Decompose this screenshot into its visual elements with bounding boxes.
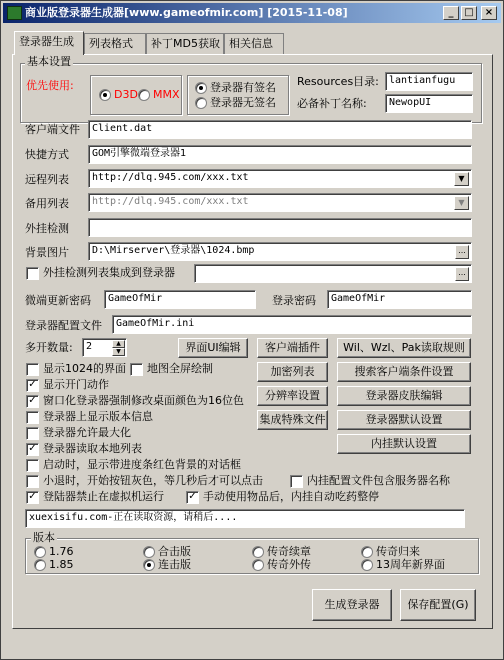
client-file-label: 客户端文件 <box>25 123 80 136</box>
mmx-label: MMX <box>153 88 180 101</box>
mmx-radio[interactable] <box>138 89 150 101</box>
backup-list-value: http://dlq.945.com/xxx.txt <box>92 196 249 207</box>
multi-open-label: 多开数量: <box>25 341 73 354</box>
opt-auto-potion-label: 手动使用物品后，内挂自动吃药整停 <box>203 490 379 503</box>
resolution-button[interactable]: 分辨率设置 <box>257 386 328 406</box>
opt-inner-cfg-checkbox[interactable] <box>290 475 303 488</box>
version-combo-radio[interactable] <box>143 546 155 558</box>
title-bar[interactable] <box>3 3 501 23</box>
micro-update-pwd-input[interactable]: GameOfMir <box>104 290 256 309</box>
multi-open-value: 2 <box>86 341 93 352</box>
minimize-button[interactable]: _ <box>443 6 459 20</box>
wil-rules-button[interactable]: Wil、Wzl、Pak读取规则 <box>337 338 471 358</box>
status-text-field: xuexisifu.com-正在读取资源，请稍后.... <box>25 509 465 528</box>
client-file-input[interactable]: Client.dat <box>88 120 472 139</box>
priority-label: 优先使用: <box>26 79 74 92</box>
version-sequel-label: 传奇续章 <box>267 545 311 558</box>
multi-open-spin-icon[interactable]: ▲ ▼ <box>112 340 125 355</box>
opt-startup-checkbox[interactable] <box>26 459 39 472</box>
app-icon <box>7 6 22 20</box>
opt-version-checkbox[interactable] <box>26 411 39 424</box>
opt-1024-label: 显示1024的界面 <box>43 362 126 375</box>
version-13th-label: 13周年新界面 <box>376 558 445 571</box>
version-gaiden-radio[interactable] <box>252 559 264 571</box>
bg-image-label: 背景图片 <box>25 246 69 259</box>
tab-generator[interactable]: 登录器生成 <box>14 31 84 55</box>
version-13th-radio[interactable] <box>361 559 373 571</box>
version-sequel-radio[interactable] <box>252 546 264 558</box>
bg-image-input[interactable] <box>88 242 472 261</box>
opt-1024-checkbox[interactable] <box>26 363 39 376</box>
d3d-label: D3D <box>114 88 138 101</box>
client-plugin-button[interactable]: 客户端插件 <box>257 338 328 358</box>
micro-update-pwd-label: 微端更新密码 <box>25 294 91 307</box>
version-176-radio[interactable] <box>34 546 46 558</box>
opt-map-label: 地图全屏绘制 <box>147 362 213 375</box>
resources-dir-input[interactable]: lantianfugu <box>385 72 473 91</box>
plugin-integrate-browse-button[interactable]: ... <box>455 267 469 281</box>
tab-patch-md5[interactable]: 补丁MD5获取 <box>146 33 224 54</box>
opt-door-label: 显示开门动作 <box>43 378 109 391</box>
d3d-radio[interactable] <box>99 89 111 101</box>
backup-list-dropdown-icon[interactable]: ▼ <box>454 196 469 210</box>
patch-name-label: 必备补丁名称: <box>297 97 367 110</box>
config-file-input[interactable]: GameOfMir.ini <box>112 315 472 334</box>
shortcut-input[interactable]: GOM引擎微端登录器1 <box>88 145 472 164</box>
opt-inner-cfg-label: 内挂配置文件包含服务器名称 <box>307 474 450 487</box>
backup-list-combo[interactable] <box>88 193 472 212</box>
plugin-integrate-checkbox[interactable] <box>26 267 39 280</box>
resources-dir-label: Resources目录: <box>297 75 379 88</box>
remote-list-dropdown-icon[interactable]: ▼ <box>454 172 469 186</box>
opt-auto-potion-checkbox[interactable]: ✓ <box>186 491 199 504</box>
version-combo-label: 合击版 <box>158 545 191 558</box>
shortcut-label: 快捷方式 <box>25 148 69 161</box>
opt-vm-label: 登陆器禁止在虚拟机运行 <box>43 490 164 503</box>
opt-map-checkbox[interactable] <box>130 363 143 376</box>
login-pwd-label: 登录密码 <box>272 294 316 307</box>
version-185-label: 1.85 <box>49 558 74 571</box>
version-chain-radio[interactable] <box>143 559 155 571</box>
tab-related-info[interactable]: 相关信息 <box>224 33 284 54</box>
ui-edit-button[interactable]: 界面UI编辑 <box>178 338 248 358</box>
opt-logout-checkbox[interactable] <box>26 475 39 488</box>
version-group-label: 版本 <box>33 531 55 544</box>
search-client-button[interactable]: 搜索客户端条件设置 <box>337 362 471 382</box>
version-185-radio[interactable] <box>34 559 46 571</box>
bg-image-browse-button[interactable]: ... <box>455 245 469 259</box>
close-button[interactable]: × <box>481 6 497 20</box>
opt-maximize-checkbox[interactable] <box>26 427 39 440</box>
multi-open-stepper[interactable] <box>82 338 127 357</box>
opt-local-label: 登录器读取本地列表 <box>43 442 142 455</box>
generate-button[interactable]: 生成登录器 <box>312 589 392 621</box>
version-return-radio[interactable] <box>361 546 373 558</box>
builtin-default-button[interactable]: 内挂默认设置 <box>337 434 471 454</box>
bg-image-value: D:\Mirserver\登录器\1024.bmp <box>92 245 255 256</box>
version-chain-label: 连击版 <box>158 558 191 571</box>
plugin-detect-label: 外挂检测 <box>25 222 69 235</box>
basic-settings-label: 基本设置 <box>27 55 71 68</box>
patch-name-input[interactable]: NewopUI <box>385 94 473 113</box>
integrate-files-button[interactable]: 集成特殊文件 <box>257 410 328 430</box>
unsigned-radio[interactable] <box>195 97 207 109</box>
opt-maximize-label: 登录器允许最大化 <box>43 426 131 439</box>
opt-16bit-label: 窗口化登录器强制修改桌面颜色为16位色 <box>43 394 244 407</box>
plugin-integrate-label: 外挂检测列表集成到登录器 <box>43 266 175 279</box>
signed-label: 登录器有签名 <box>210 81 276 94</box>
version-gaiden-label: 传奇外传 <box>267 558 311 571</box>
opt-16bit-checkbox[interactable]: ✓ <box>26 395 39 408</box>
plugin-detect-input[interactable] <box>88 218 472 237</box>
opt-version-label: 登录器上显示版本信息 <box>43 410 153 423</box>
remote-list-label: 远程列表 <box>25 173 69 186</box>
tab-list-format[interactable]: 列表格式 <box>84 33 146 54</box>
opt-door-checkbox[interactable]: ✓ <box>26 379 39 392</box>
signed-radio[interactable] <box>195 82 207 94</box>
unsigned-label: 登录器无签名 <box>210 96 276 109</box>
backup-list-label: 备用列表 <box>25 197 69 210</box>
opt-local-checkbox[interactable]: ✓ <box>26 443 39 456</box>
maximize-button[interactable]: □ <box>461 6 477 20</box>
remote-list-combo[interactable] <box>88 169 472 188</box>
opt-vm-checkbox[interactable]: ✓ <box>26 491 39 504</box>
version-176-label: 1.76 <box>49 545 74 558</box>
opt-logout-label: 小退时，开始按钮灰色，等几秒后才可以点击 <box>43 474 263 487</box>
save-config-button[interactable]: 保存配置(G) <box>400 589 476 621</box>
encrypt-list-button[interactable]: 加密列表 <box>257 362 328 382</box>
skin-edit-button[interactable]: 登录器皮肤编辑 <box>337 386 471 406</box>
opt-startup-label: 启动时，显示带进度条红色背景的对话框 <box>43 458 241 471</box>
window-title: 商业版登录器生成器[www.gameofmir.com] [2015-11-08] <box>25 6 348 19</box>
plugin-integrate-input[interactable] <box>194 264 472 283</box>
remote-list-value: http://dlq.945.com/xxx.txt <box>92 172 249 183</box>
login-pwd-input[interactable]: GameOfMir <box>327 290 472 309</box>
version-return-label: 传奇归来 <box>376 545 420 558</box>
default-settings-button[interactable]: 登录器默认设置 <box>337 410 471 430</box>
config-file-label: 登录器配置文件 <box>25 319 102 332</box>
